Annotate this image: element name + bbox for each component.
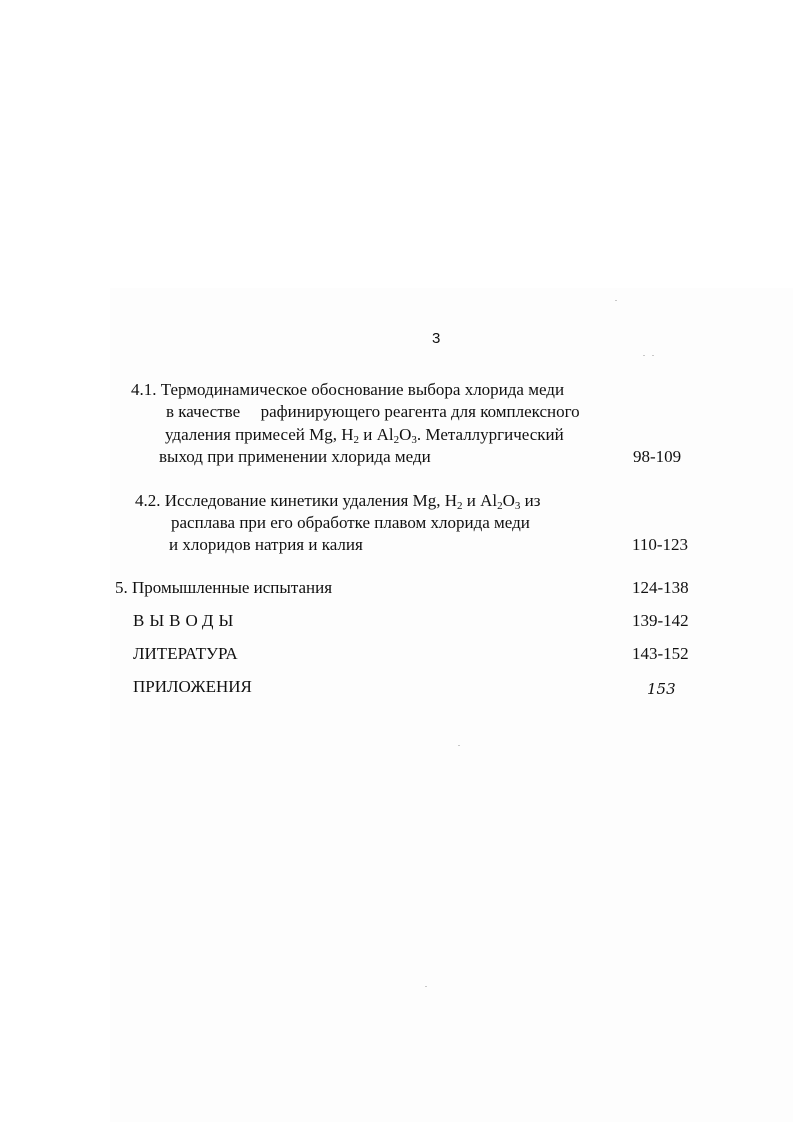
- scan-speck: [458, 745, 460, 746]
- page-number: 3: [432, 330, 441, 347]
- toc-entry-line: [165, 425, 564, 445]
- subscript: 2: [497, 500, 503, 512]
- toc-entry-line: [115, 578, 332, 598]
- toc-entry-text: . Металлургический: [416, 425, 564, 444]
- toc-entry-title: ВЫВОДЫ: [133, 611, 239, 630]
- scan-speck: [425, 986, 427, 987]
- subscript: 2: [353, 434, 360, 446]
- toc-entry-title: Промышленные испытания: [132, 578, 333, 597]
- subscript: 3: [514, 500, 521, 512]
- toc-entry-line: [169, 535, 363, 555]
- toc-entry-text: удаления примесей Mg, H: [165, 425, 354, 444]
- toc-entry-line: [135, 491, 540, 511]
- toc-entry-text: и хлоридов натрия и калия: [169, 535, 363, 554]
- toc-entry-line: [166, 402, 580, 422]
- toc-entry-text: выход при применении хлорида меди: [159, 447, 431, 466]
- toc-entry-title: Исследование кинетики удаления Mg, $H_2$ и $Al_2O_3$ из: [164, 491, 541, 512]
- toc-entry-line: [159, 447, 431, 467]
- toc-entry-number: 4.1.: [131, 380, 157, 399]
- scan-speck: [615, 300, 617, 301]
- subscript: 2: [457, 500, 463, 512]
- scan-speck: [643, 355, 645, 356]
- toc-entry-pages: 143-152: [632, 644, 689, 663]
- toc-entry-pages: 110-123: [632, 535, 689, 554]
- toc-entry-title: ПРИЛОЖЕНИЯ: [133, 677, 252, 696]
- toc-entry-text: и Al: [359, 425, 394, 444]
- toc-entry-text: O: [399, 425, 412, 444]
- toc-entry-title: Термодинамическое обоснование выбора хлорида меди: [160, 380, 565, 399]
- subscript: 3: [411, 434, 417, 446]
- toc-entry-number: 5.: [115, 578, 128, 597]
- subscript: 2: [393, 434, 400, 446]
- scan-speck: [652, 355, 654, 356]
- toc-entry-title: ЛИТЕРАТУРА: [133, 644, 238, 663]
- toc-entry-line: [131, 380, 564, 400]
- toc-entry-pages: 124-138: [632, 578, 689, 597]
- toc-entry-text: расплава при его обработке плавом хлорида меди: [171, 513, 530, 532]
- toc-entry-pages: 98-109: [633, 447, 682, 466]
- toc-entry-number: 4.2.: [135, 491, 161, 510]
- toc-entry-line: [171, 513, 530, 533]
- toc-entry-pages: 139-142: [632, 611, 689, 630]
- toc-entry-pages-handwritten: 153: [647, 680, 676, 698]
- toc-entry-text: рафинирующего реагента для комплексного: [260, 402, 580, 421]
- toc-entry-text: в качестве: [166, 402, 241, 421]
